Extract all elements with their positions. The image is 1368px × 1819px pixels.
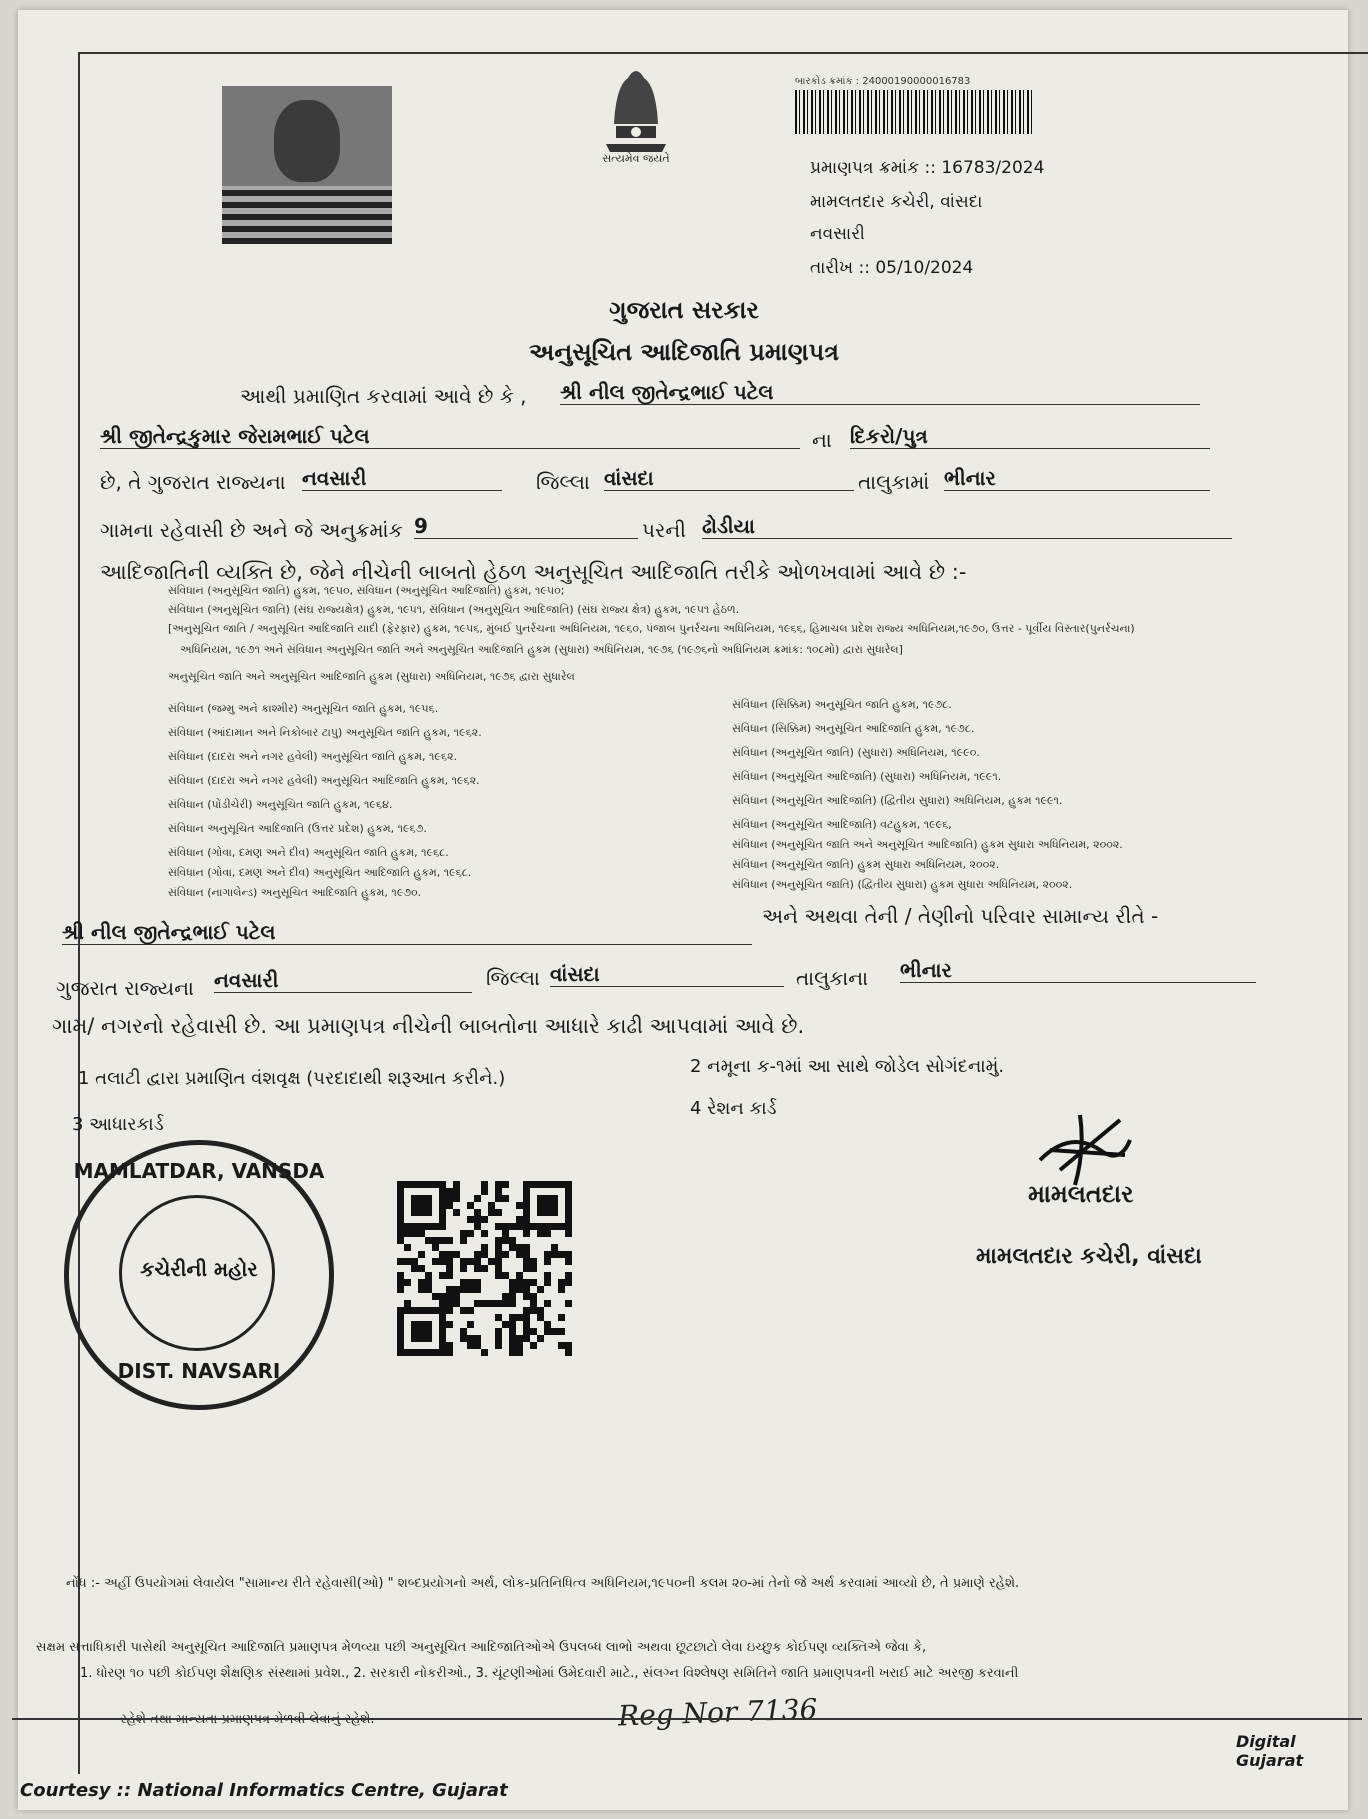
seal-inner-text: કચેરીની મહોર — [140, 1257, 258, 1281]
issuing-district: નવસારી — [810, 224, 865, 244]
parent-name: શ્રી જીતેન્દ્રકુમાર જેરામભાઈ પટેલ — [100, 424, 800, 449]
family-text: અને અથવા તેની / તેણીનો પરિવાર સામાન્ય રીતે - — [762, 904, 1159, 928]
resident-label: ગામના રહેવાસી છે અને જે અનુક્રમાંક — [100, 518, 403, 542]
order-right: સંવિધાન (અનુસૂચિત આદિજાતિ) (દ્વિતીય સુધારા) અધિનિયમ, હુકમ ૧૯૯૧. — [732, 794, 1063, 807]
order-left: સંવિધાન (નાગાલેન્ડ) અનુસૂચિત આદિજાતિ હુકમ, ૧૯૭૦. — [168, 886, 422, 899]
certificate-number: પ્રમાણપત્ર ક્રમાંક :: 16783/2024 — [810, 158, 1045, 178]
tribe-value: ઢોડીયા — [702, 514, 1232, 539]
government-title: ગુજરાત સરકાર — [609, 296, 759, 324]
order-intro-line: સંવિધાન (અનુસૂચિત જાતિ) હુકમ, ૧૯૫૦, સંવિધાન (અનુસૂચિત આદિજાતિ) હુકમ, ૧૯૫૦; — [168, 584, 565, 597]
order-left: સંવિધાન (દાદરા અને નગર હવેલી) અનુસૂચિત આદિજાતિ હુકમ, ૧૯૬૨. — [168, 774, 480, 787]
village-value: ભીનાર — [944, 466, 1210, 491]
order-left: સંવિધાન અનુસૂચિત આદિજાતિ (ઉત્તર પ્રદેશ) હુકમ, ૧૯૬૭. — [168, 822, 427, 835]
order-intro-line: અધિનિયમ, ૧૯૭૧ અને સંવિધાન અનુસૂચિત જાતિ અને અનુસૂચિત આદિજાતિ હુકમ (સુધારા) અધિનિયમ, ૧૯૭૬ (૧૯૭૬નો અધિનિયમ ક્રમાંક: ૧૦૮મો) દ્વારા સુધારેલ] — [180, 643, 903, 656]
relation: દિકરો/પુત્ર — [850, 424, 1210, 449]
order-intro-line: અનુસૂચિત જાતિ અને અનુસૂચિત આદિજાતિ હુકમ (સુધારા) અધિનિયમ, ૧૯૭૬ દ્વારા સુધારેલ — [168, 670, 575, 683]
emblem-caption: સત્યમેવ જયતે — [602, 152, 670, 165]
order-right: સંવિધાન (અનુસૂચિત આદિજાતિ) વટહુકમ, ૧૯૯૬, — [732, 818, 952, 831]
order-intro-line: સંવિધાન (અનુસૂચિત જાતિ) (સંઘ રાજ્યક્ષેત્ર) હુકમ, ૧૯૫૧, સંવિધાન (અનુસૂચિત આદિજાતિ) (સંઘ રાજ્ય ક્ષેત્ર) હુકમ, ૧૯૫૧ હેઠળ. — [168, 603, 740, 616]
office-seal — [64, 1140, 334, 1410]
barcode — [795, 90, 1035, 134]
order-right: સંવિધાન (સિક્કિમ) અનુસૂચિત જાતિ હુકમ, ૧૯૭૮. — [732, 698, 952, 711]
courtesy-label: Courtesy :: National Informatics Centre, Gujarat — [20, 1780, 508, 1801]
applicant-photo — [222, 86, 392, 244]
taluka-value: વાંસદા — [604, 466, 854, 491]
tribe-label: પરની — [642, 518, 686, 542]
residence-district-label: જિલ્લા — [486, 966, 540, 990]
order-right: સંવિધાન (સિક્કિમ) અનુસૂચિત આદિજાતિ હુકમ, ૧૯૭૮. — [732, 722, 975, 735]
basis-text: ગામ/ નગરનો રહેવાસી છે. આ પ્રમાણપત્ર નીચેની બાબતોના આધારે કાઢી આપવામાં આવે છે. — [52, 1014, 805, 1038]
serial-number: 9 — [414, 514, 638, 539]
order-right: સંવિધાન (અનુસૂચિત આદિજાતિ) (સુધારા) અધિનિયમ, ૧૯૯૧. — [732, 770, 1002, 783]
order-left: સંવિધાન (પોંડીચેરી) અનુસૂચિત જાતિ હુકમ, ૧૯૬૪. — [168, 798, 393, 811]
tribe-text: આદિજાતિની વ્યક્તિ છે, જેને નીચેની બાબતો હેઠળ અનુસૂચિત આદિજાતિ તરીકે ઓળખવામાં આવે છે :- — [100, 560, 967, 584]
certify-text: આથી પ્રમાણિત કરવામાં આવે છે કે , — [240, 384, 527, 408]
signature-mark — [1030, 1110, 1140, 1190]
certificate-title: અનુસૂચિત આદિજાતિ પ્રમાણપત્ર — [529, 338, 839, 366]
district-value: નવસારી — [302, 466, 502, 491]
order-left: સંવિધાન (ગોવા, દમણ અને દીવ) અનુસૂચિત આદિજાતિ હુકમ, ૧૯૬૮. — [168, 866, 472, 879]
order-right: સંવિધાન (અનુસૂચિત જાતિ) (સુધારા) અધિનિયમ, ૧૯૯૦. — [732, 746, 980, 759]
national-emblem-icon — [586, 56, 686, 166]
taluka-label: તાલુકામાં — [858, 470, 930, 494]
qr-code — [395, 1176, 575, 1362]
document-item: 2 નમૂના ક-૧માં આ સાથે જોડેલ સોગંદનામું. — [690, 1056, 1005, 1077]
residence-taluka-value: વાંસદા — [550, 962, 784, 987]
note-3: 1. ધોરણ ૧૦ પછી કોઈપણ શૈક્ષણિક સંસ્થામાં પ્રવેશ., 2. સરકારી નોકરીઓ., 3. ચૂંટણીઓમાં ઉમેદવારી માટે., સંલગ્ન વિશ્લેષણ સમિતિને જાતિ પ્રમાણપત્રની ખરાઈ માટે અરજી કરવાની — [80, 1666, 1019, 1681]
residence-village-value: ભીનાર — [900, 958, 1256, 983]
issuing-office: મામલતદાર કચેરી, વાંસદા — [810, 192, 983, 212]
of-label: ના — [812, 428, 832, 452]
residence-state-label: ગુજરાત રાજ્યના — [56, 976, 194, 1000]
applicant-name: શ્રી નીલ જીતેન્દ્રભાઈ પટેલ — [560, 380, 1200, 405]
residence-district-value: નવસારી — [214, 968, 472, 993]
order-left: સંવિધાન (ગોવા, દમણ અને દીવ) અનુસૂચિત જાતિ હુકમ, ૧૯૬૮. — [168, 846, 449, 859]
order-right: સંવિધાન (અનુસૂચિત જાતિ) (દ્વિતીય સુધારા) હુકમ સુધારા અધિનિયમ, ૨૦૦૨. — [732, 878, 1073, 891]
signature-office: મામલતદાર કચેરી, વાંસદા — [976, 1244, 1202, 1269]
state-label: છે, તે ગુજરાત રાજ્યના — [100, 470, 286, 494]
document-item: 3 આધારકાર્ડ — [72, 1114, 164, 1135]
order-left: સંવિધાન (આંદામાન અને નિકોબાર ટાપુ) અનુસૂચિત જાતિ હુકમ, ૧૯૬૨. — [168, 726, 482, 739]
document-item: 1 તલાટી દ્વારા પ્રમાણિત વંશવૃક્ષ (પરદાદાથી શરૂઆત કરીને.) — [78, 1068, 506, 1089]
issue-date: તારીખ :: 05/10/2024 — [810, 258, 974, 278]
order-right: સંવિધાન (અનુસૂચિત જાતિ) હુકમ સુધારા અધિનિયમ, ૨૦૦૨. — [732, 858, 1000, 871]
handwritten-reg-no: Reg Nor 7136 — [617, 1692, 818, 1733]
digital-gujarat-label: Digital Gujarat — [1236, 1732, 1304, 1770]
residence-taluka-label: તાલુકાના — [796, 966, 869, 990]
district-label: જિલ્લા — [536, 470, 590, 494]
order-left: સંવિધાન (દાદરા અને નગર હવેલી) અનુસૂચિત જાતિ હુકમ, ૧૯૬૨. — [168, 750, 458, 763]
note-4: રહેશે તથા માન્યતા પ્રમાણપત્ર મેળવી લેવાનું રહેશે. — [120, 1712, 375, 1727]
order-left: સંવિધાન (જમ્મુ અને કાશ્મીર) અનુસૂચિત જાતિ હુકમ, ૧૯૫૬. — [168, 702, 439, 715]
seal-outer-top: MAMLATDAR, VANSDA — [73, 1159, 325, 1183]
barcode-label: બારકોડ ક્રમાંક : 24000190000016783 — [795, 76, 971, 87]
residence-name: શ્રી નીલ જીતેન્દ્રભાઈ પટેલ — [62, 920, 752, 945]
order-intro-line: [અનુસૂચિત જાતિ / અનુસૂચિત આદિજાતિ યાદી (ફેરફાર) હુકમ, ૧૯૫૬, મુંબઈ પુનર્રચના અધિનિયમ, ૧૯૬૦, પંજાબ પુનર્રચના અધિનિયમ, ૧૯૬૬, હિમાચલ પ્રદેશ રાજ્ય અધિનિયમ,૧૯૭૦, ઉત્તર - પૂર્વીય વિસ્તાર(પુનર્રચના) — [168, 622, 1135, 635]
order-right: સંવિધાન (અનુસૂચિત જાતિ અને અનુસૂચિત આદિજાતિ) હુકમ સુધારા અધિનિયમ, ૨૦૦૨. — [732, 838, 1123, 851]
signature-title: મામલતદાર — [1028, 1180, 1134, 1208]
note-1: નોંધ :- અહીં ઉપયોગમાં લેવાયેલ "સામાન્ય રીતે રહેવાસી(ઓ) " શબ્દપ્રયોગનો અર્થ, લોક-પ્રતિનિધિત્વ અધિનિયમ,૧૯૫૦ની કલમ ૨૦-માં તેનો જે અર્થ કરવામાં આવ્યો છે, તે પ્રમાણે રહેશે. — [66, 1576, 1020, 1591]
footer-divider — [12, 1718, 1362, 1720]
note-2: સક્ષમ સત્તાધિકારી પાસેથી અનુસૂચિત આદિજાતિ પ્રમાણપત્ર મેળવ્યા પછી અનુસૂચિત આદિજાતિઓએ ઉપલબ્ધ લાભો અથવા છૂટછાટો લેવા ઇચ્છુક કોઈપણ વ્યક્તિએ જેવા કે, — [36, 1640, 927, 1655]
document-item: 4 રેશન કાર્ડ — [690, 1098, 777, 1119]
seal-outer-bottom: DIST. NAVSARI — [117, 1359, 281, 1383]
